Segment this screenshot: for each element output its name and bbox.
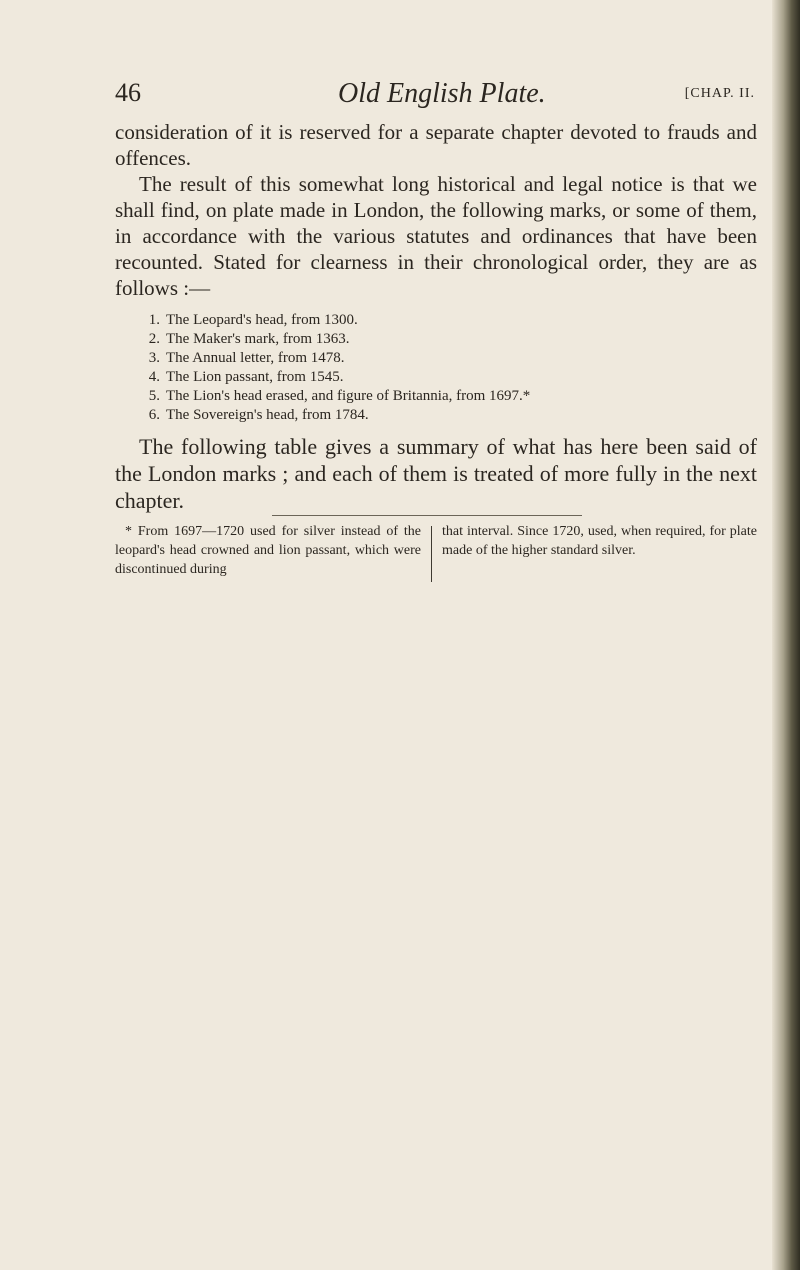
chapter-reference: [CHAP. II.	[684, 86, 755, 101]
list-item	[138, 368, 738, 387]
list-item-text: The Lion passant, from 1545.	[166, 369, 344, 385]
page-edge-shadow	[772, 0, 800, 1270]
list-item-number: 6.	[148, 407, 160, 423]
list-item-number: 5.	[148, 388, 160, 404]
list-item	[138, 406, 738, 425]
running-head	[115, 78, 755, 112]
footnote-rule	[272, 515, 582, 516]
footnote-right-column: that interval. Since 1720, used, when required, for plate made of the higher standard silver.	[442, 524, 757, 558]
footnote-column-divider	[431, 526, 432, 582]
paragraph-3: The following table gives a summary of what has here been said of the London marks ; and each of them is treated of more fully in the next chapter.	[115, 434, 757, 513]
running-title: Old English Plate.	[338, 78, 546, 109]
list-item-text: The Annual letter, from 1478.	[166, 350, 345, 366]
list-item-text: The Sovereign's head, from 1784.	[166, 407, 369, 423]
paragraph-2: The result of this somewhat long historical and legal notice is that we shall find, on plate made in London, the following marks, or some of them, in accordance with the various statutes and ordinances that have been recounted. Stated for clearness in their chronological order, they are as follows :—	[115, 172, 757, 300]
list-item-text: The Leopard's head, from 1300.	[166, 312, 358, 328]
list-item-number: 4.	[148, 369, 160, 385]
list-item-text: The Lion's head erased, and figure of Britannia, from 1697.*	[166, 388, 531, 404]
footnote	[115, 522, 757, 582]
list-item	[138, 349, 738, 368]
marks-list	[138, 311, 738, 425]
list-item-number: 3.	[148, 350, 160, 366]
list-item	[138, 387, 738, 406]
list-item-text: The Maker's mark, from 1363.	[166, 331, 350, 347]
paragraph-1: consideration of it is reserved for a separate chapter devoted to frauds and offences.	[115, 120, 757, 170]
list-item-number: 1.	[148, 312, 160, 328]
list-item	[138, 330, 738, 349]
page-number: 46	[115, 78, 141, 107]
footnote-left-column: * From 1697—1720 used for silver instead of the leopard's head crowned and lion passant, which were discontinued during	[115, 524, 421, 577]
list-item-number: 2.	[148, 331, 160, 347]
list-item	[138, 311, 738, 330]
